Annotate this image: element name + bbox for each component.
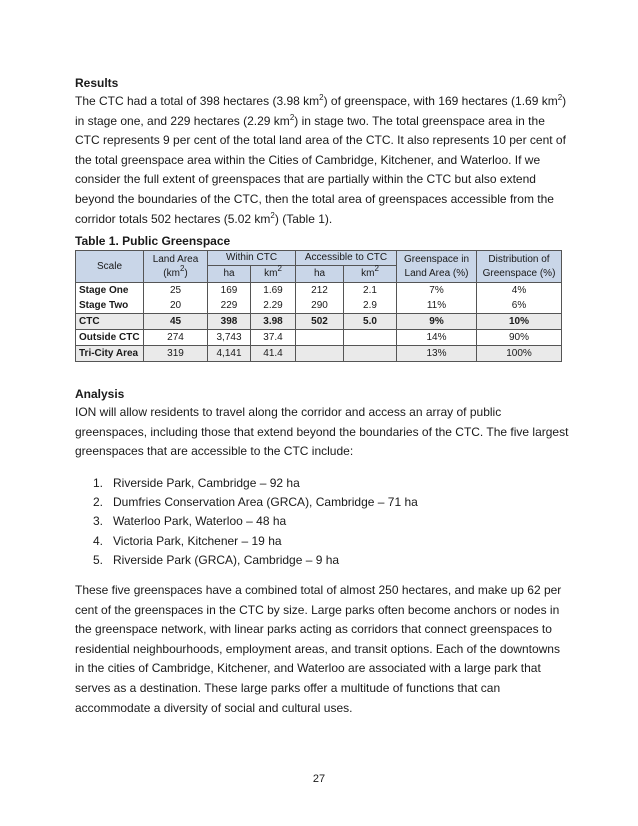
table-row [76,314,562,330]
cell-greenspace-in: 13% [397,346,477,362]
results-text-3: ) in stage one, and 229 hectares (2.29 km [75,94,567,128]
cell-scale: CTC [76,314,144,330]
cell-accessible-ha: 212 [296,283,344,299]
header-accessible-km [344,266,397,283]
cell-accessible-ha [296,330,344,346]
cell-scale: Stage One [76,283,144,299]
cell-within-km: 1.69 [251,283,296,299]
superscript: 2 [270,210,275,220]
cell-within-km: 2.29 [251,298,296,314]
greenspace-table [75,250,562,362]
cell-greenspace-in: 7% [397,283,477,299]
list-number: 1. [93,476,104,490]
cell-land-area: 20 [144,298,208,314]
cell-greenspace-in: 9% [397,314,477,330]
analysis-intro [75,403,570,462]
analysis-closing-text: These five greenspaces have a combined total of almost 250 hectares, and make up 62 per cent of the greenspaces in the CTC by size. Large parks often become anchors or nodes in the greenspace network, with linear parks acting as corridors that connect greenspaces to residential neighbourhoods, employment areas, and transit options. Each of the downtowns in the cities of Cambridge, Kitchener, and Waterloo are associated with a large park that serves as a destination. These large parks offer a multitude of functions that can accommodate a diversity of social and cultural uses. [75,583,562,715]
results-text-1: The CTC had a total of 398 hectares (3.98 km [75,94,320,108]
list-item [93,551,418,570]
list-item [93,532,418,551]
park-list [93,474,418,570]
table-row [76,283,562,299]
cell-accessible-km: 2.1 [344,283,397,299]
cell-within-ha: 3,743 [208,330,251,346]
results-text-5: ) (Table 1). [274,211,333,226]
list-text: Dumfries Conservation Area (GRCA), Cambridge – 71 ha [113,495,418,510]
list-text: Riverside Park (GRCA), Cambridge – 9 ha [113,552,340,567]
results-text-4: ) in stage two. The total greenspace area in the CTC represents 9 per cent of the total land area of the CTC. It also represents 10 per cent of the total greenspace area within the Cities of Cambridge, Kitchener, and Waterloo. If we consider the full extent of greenspaces that are partially within the CTC but also extend beyond the boundaries of the CTC, then the total area of greenspaces accessible from the corridor totals 502 hectares (5.02 km [75,113,566,226]
cell-land-area: 274 [144,330,208,346]
header-land-area [144,251,208,283]
cell-accessible-ha: 290 [296,298,344,314]
cell-distribution: 100% [477,346,562,362]
list-text: Waterloo Park, Waterloo – 48 ha [113,514,287,529]
header-distribution-line1: Distribution of [488,253,550,265]
table-header-row [76,251,562,266]
results-text-2: ) of greenspace, with 169 hectares (1.69 km [323,94,558,108]
cell-greenspace-in: 14% [397,330,477,346]
superscript: 2 [277,264,282,273]
results-heading: Results [75,76,119,90]
cell-accessible-ha [296,346,344,362]
header-within-ctc: Within CTC [208,251,296,266]
list-number: 5. [93,552,104,567]
cell-within-ha: 398 [208,314,251,330]
list-text: Riverside Park, Cambridge – 92 ha [113,476,300,490]
cell-distribution: 4% [477,283,562,299]
cell-accessible-km [344,330,397,346]
page-number: 27 [312,773,326,785]
cell-scale: Stage Two [76,298,144,314]
cell-within-km: 37.4 [251,330,296,346]
header-greenspace-in-line1: Greenspace in [403,253,470,265]
analysis-heading: Analysis [75,387,125,401]
header-within-km [251,266,296,283]
cell-distribution: 10% [477,314,562,330]
cell-within-ha: 169 [208,283,251,299]
cell-within-km: 41.4 [251,346,296,362]
header-greenspace-in-line2: Land Area (%) [404,267,469,279]
cell-distribution: 90% [477,330,562,346]
superscript: 2 [374,264,379,273]
table-row [76,346,562,362]
cell-within-ha: 4,141 [208,346,251,362]
cell-accessible-km: 5.0 [344,314,397,330]
cell-land-area: 319 [144,346,208,362]
cell-greenspace-in: 11% [397,298,477,314]
list-number: 3. [93,514,104,529]
cell-accessible-km: 2.9 [344,298,397,314]
unit-open: (km [163,267,180,279]
list-item [93,474,418,493]
results-paragraph [75,92,570,229]
cell-scale: Outside CTC [76,330,144,346]
header-scale: Scale [76,251,144,283]
superscript: 2 [179,263,185,273]
header-greenspace-in [397,251,477,283]
list-number: 2. [93,495,104,510]
table-row [76,330,562,346]
list-number: 4. [93,533,104,548]
cell-accessible-km [344,346,397,362]
header-within-ha: ha [208,266,251,283]
unit-close: ) [184,267,188,279]
header-accessible-ha: ha [296,266,344,283]
cell-within-km: 3.98 [251,314,296,330]
cell-distribution: 6% [477,298,562,314]
analysis-closing [75,581,570,718]
cell-land-area: 45 [144,314,208,330]
cell-accessible-ha: 502 [296,314,344,330]
header-land-area-unit [144,263,207,281]
analysis-intro-text: ION will allow residents to travel along the corridor and access an array of public greenspaces, including those that extend beyond the boundaries of the CTC. The five largest greenspaces that are accessible to the CTC include: [75,405,569,459]
unit-km: km [264,268,278,279]
superscript: 2 [319,93,324,102]
table-caption: Table 1. Public Greenspace [75,234,231,248]
header-distribution-line2: Greenspace (%) [482,267,556,279]
header-land-area-label: Land Area [152,253,199,265]
list-item [93,493,418,512]
header-accessible-ctc: Accessible to CTC [296,251,397,266]
header-distribution [477,251,562,283]
superscript: 2 [289,112,295,122]
unit-km: km [361,268,375,279]
superscript: 2 [557,93,563,102]
cell-land-area: 25 [144,283,208,299]
cell-scale: Tri-City Area [76,346,144,362]
list-item [93,512,418,531]
cell-within-ha: 229 [208,298,251,314]
list-text: Victoria Park, Kitchener – 19 ha [113,533,282,548]
table-row [76,298,562,314]
